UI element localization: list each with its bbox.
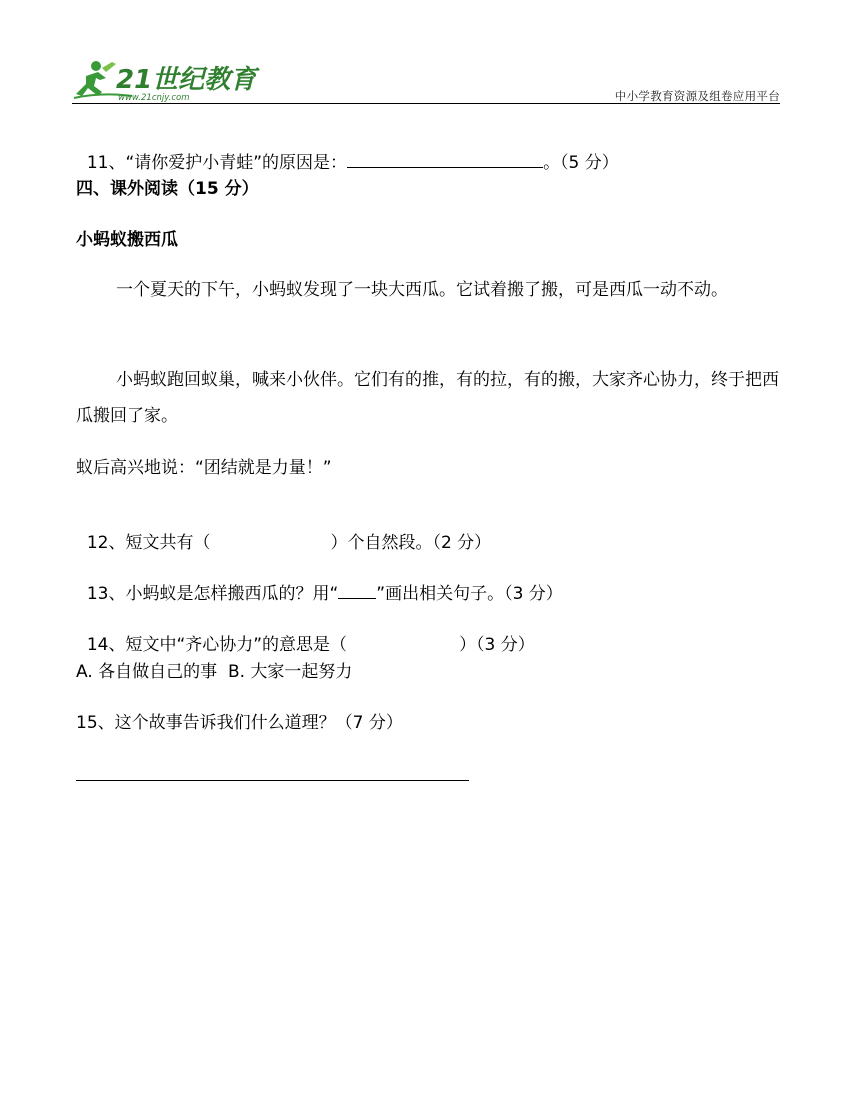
question-11-prefix: 11、“请你爱护小青蛙”的原因是： <box>86 153 348 173</box>
header-divider <box>72 103 780 104</box>
question-14-suffix: ）（3 分） <box>459 635 535 655</box>
logo-runner-icon <box>72 58 257 103</box>
question-14-prefix: 14、短文中“齐心协力”的意思是（ <box>86 635 348 655</box>
question-12-suffix: ）个自然段。（2 分） <box>330 533 492 553</box>
question-15-answer-line[interactable] <box>76 780 469 781</box>
passage-paragraph-1: 一个夏天的下午，小蚂蚁发现了一块大西瓜。它试着搬了搬，可是西瓜一动不动。 <box>116 280 728 300</box>
question-13-prefix: 13、小蚂蚁是怎样搬西瓜的？用“ <box>86 584 339 604</box>
question-15: 15、这个故事告诉我们什么道理？（7 分） <box>76 713 403 733</box>
logo-text: 21世纪教育 <box>116 65 257 95</box>
logo-url: www.21cnjy.com <box>118 93 190 103</box>
question-11-blank[interactable] <box>347 167 543 168</box>
passage-paragraph-2: 小蚂蚁跑回蚁巢，喊来小伙伴。它们有的推，有的拉，有的搬，大家齐心协力，终于把西瓜搬回了家。 <box>76 370 779 426</box>
question-13-suffix: ”画出相关句子。（3 分） <box>376 584 563 604</box>
question-11-suffix: 。（5 分） <box>543 153 619 173</box>
section-4-title: 四、课外阅读（15 分） <box>76 179 259 199</box>
question-13 <box>76 558 563 606</box>
question-13-underline-sample <box>338 598 376 599</box>
logo <box>72 58 257 103</box>
platform-name: 中小学教育资源及组卷应用平台 <box>614 89 780 103</box>
page-header <box>72 58 780 104</box>
question-12-prefix: 12、短文共有（ <box>86 533 211 553</box>
question-14-options: A. 各自做自己的事 B. 大家一起努力 <box>76 662 353 682</box>
question-12 <box>76 507 491 555</box>
passage-paragraph-3: 蚁后高兴地说：“团结就是力量！” <box>76 458 332 478</box>
passage-title: 小蚂蚁搬西瓜 <box>76 230 178 250</box>
question-14 <box>76 609 535 657</box>
question-11 <box>76 127 619 175</box>
